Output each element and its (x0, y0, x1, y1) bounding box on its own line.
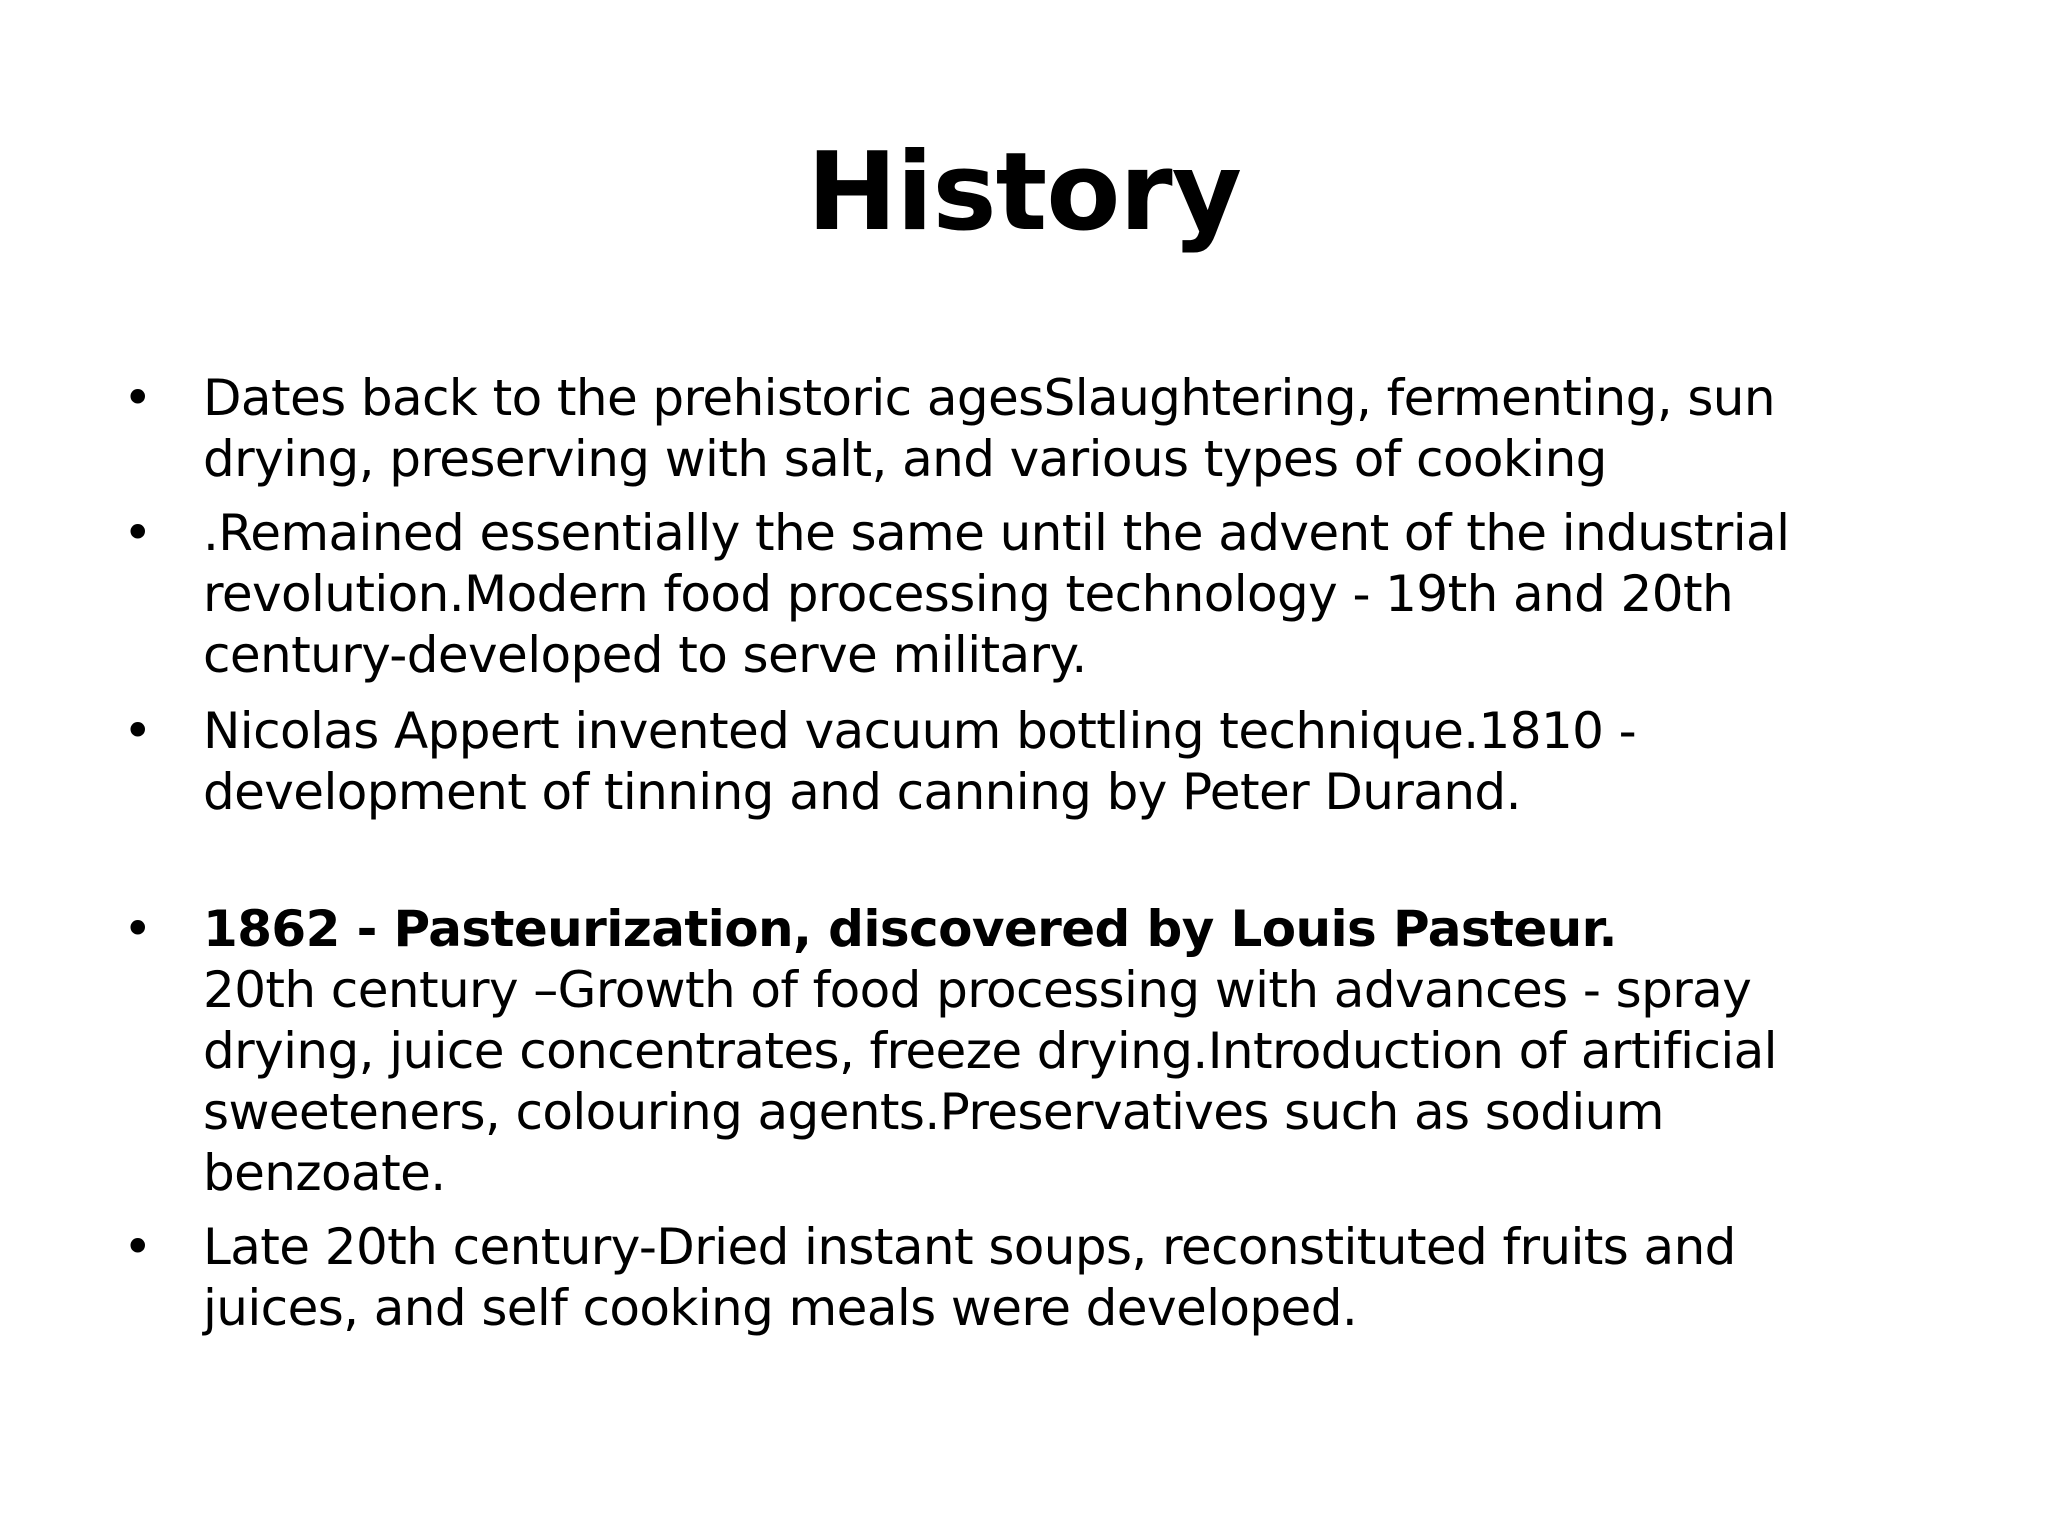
bullet-text: 20th century –Growth of food processing with advances - spray drying, juice concentrates, freeze drying.Introduction of artificial sweeteners, colouring agents.Preservatives such as sodium benzoate. (203, 961, 1777, 1202)
bullet-item-prehistoric (123, 368, 1893, 490)
bullet-icon: • (123, 1218, 152, 1276)
bullet-item-appert-durand (123, 701, 1893, 823)
bullet-item-industrial-revolution (123, 503, 1893, 686)
bullet-icon: • (123, 504, 152, 562)
bullet-icon: • (123, 369, 152, 427)
bullet-text: Late 20th century-Dried instant soups, reconstituted fruits and juices, and self cooking meals were developed. (203, 1218, 1736, 1337)
bullet-text: .Remained essentially the same until the advent of the industrial revolution.Modern food processing technology - 19th and 20th century-developed to serve military. (203, 504, 1790, 684)
bullet-icon: • (123, 702, 152, 760)
bullet-bold-text: 1862 - Pasteurization, discovered by Louis Pasteur. (203, 900, 1617, 958)
bullet-icon: • (123, 900, 152, 958)
bullet-text: Nicolas Appert invented vacuum bottling technique.1810 - development of tinning and canning by Peter Durand. (203, 702, 1637, 821)
bullet-item-late-20th-century (123, 1217, 1893, 1339)
slide-title: History (806, 130, 1242, 255)
bullet-item-pasteurization (123, 899, 1893, 1204)
bullet-text: Dates back to the prehistoric agesSlaughtering, fermenting, sun drying, preserving with salt, and various types of cooking (203, 369, 1775, 488)
